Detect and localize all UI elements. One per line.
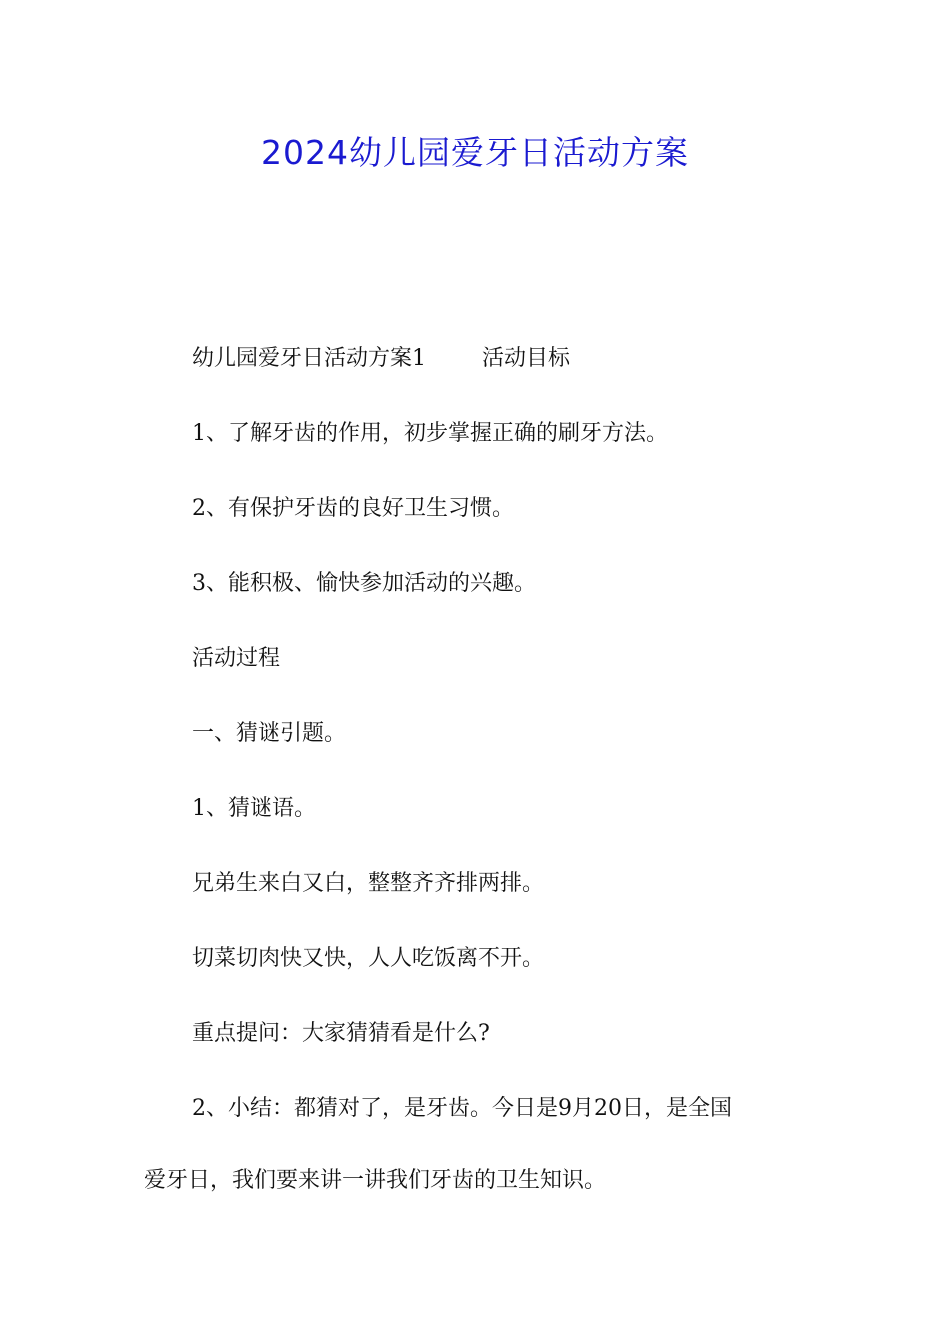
goal-item-1: 1、了解牙齿的作用，初步掌握正确的刷牙方法。: [192, 421, 668, 446]
key-question: 重点提问：大家猜猜看是什么?: [192, 1021, 490, 1046]
section-heading-process: 活动过程: [192, 646, 281, 671]
document-title: 2024幼儿园爱牙日活动方案: [261, 133, 689, 172]
section-heading-goals: 活动目标: [482, 346, 571, 371]
goal-item-3: 3、能积极、愉快参加活动的兴趣。: [192, 571, 536, 596]
plan-heading-line: [192, 344, 570, 374]
goal-item-2: 2、有保护牙齿的良好卫生习惯。: [192, 496, 514, 521]
riddle-line-2: 切菜切肉快又快，人人吃饭离不开。: [192, 946, 545, 971]
step-heading-1: 一、猜谜引题。: [192, 721, 347, 746]
step-item-riddle: 1、猜谜语。: [192, 796, 316, 821]
summary-line-2: 爱牙日，我们要来讲一讲我们牙齿的卫生知识。: [144, 1168, 607, 1193]
summary-line-1: 2、小结：都猜对了，是牙齿。今日是9月20日，是全国: [192, 1096, 732, 1121]
riddle-line-1: 兄弟生来白又白，整整齐齐排两排。: [192, 871, 545, 896]
plan-heading: 幼儿园爱牙日活动方案1: [192, 346, 426, 371]
